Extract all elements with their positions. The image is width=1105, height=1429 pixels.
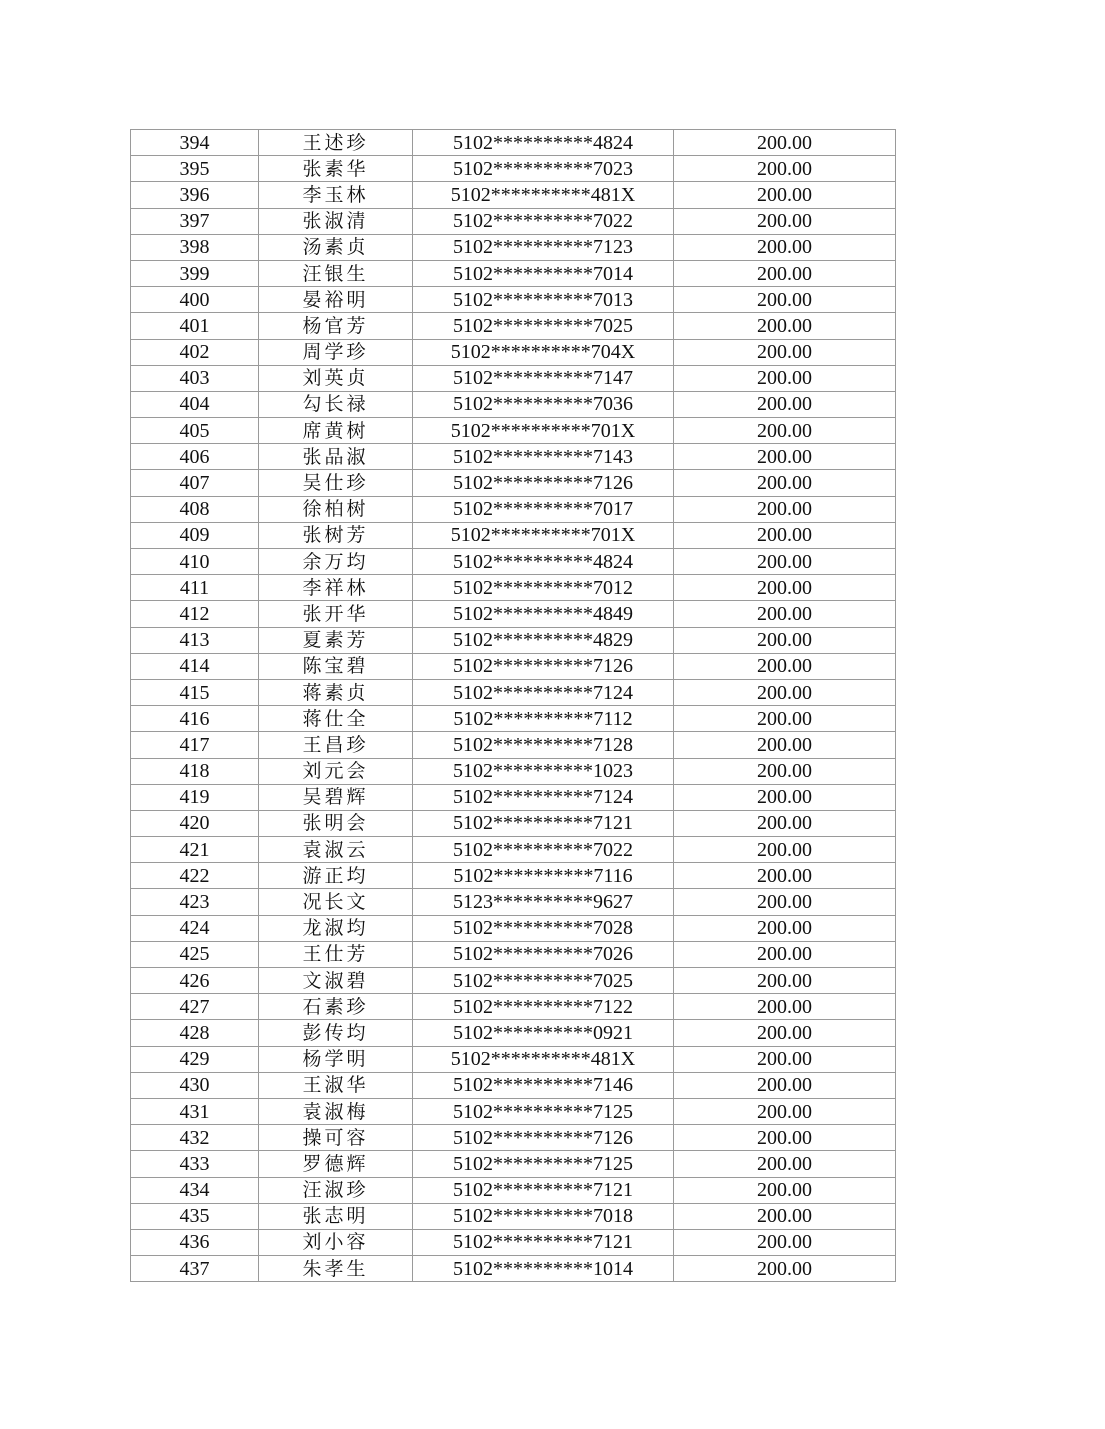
row-number-cell: 419	[131, 784, 259, 810]
person-name-cell: 张明会	[259, 810, 413, 836]
table-row	[131, 601, 896, 627]
id-number-cell: 5102**********4824	[413, 549, 674, 575]
table-row	[131, 653, 896, 679]
amount-cell: 200.00	[674, 260, 896, 286]
row-number-cell: 403	[131, 365, 259, 391]
row-number-cell: 423	[131, 889, 259, 915]
table-row	[131, 758, 896, 784]
table-row	[131, 732, 896, 758]
amount-cell: 200.00	[674, 522, 896, 548]
id-number-cell: 5102**********4829	[413, 627, 674, 653]
row-number-cell: 433	[131, 1151, 259, 1177]
table-row	[131, 313, 896, 339]
row-number-cell: 394	[131, 130, 259, 156]
amount-cell: 200.00	[674, 1229, 896, 1255]
id-number-cell: 5102**********701X	[413, 418, 674, 444]
row-number-cell: 407	[131, 470, 259, 496]
person-name-cell: 游正均	[259, 863, 413, 889]
id-number-cell: 5102**********7124	[413, 784, 674, 810]
table-row	[131, 496, 896, 522]
person-name-cell: 王述珍	[259, 130, 413, 156]
row-number-cell: 400	[131, 287, 259, 313]
roster-table-body	[131, 130, 896, 1282]
amount-cell: 200.00	[674, 549, 896, 575]
id-number-cell: 5102**********1023	[413, 758, 674, 784]
amount-cell: 200.00	[674, 915, 896, 941]
person-name-cell: 张淑清	[259, 208, 413, 234]
person-name-cell: 汤素贞	[259, 234, 413, 260]
id-number-cell: 5102**********481X	[413, 1046, 674, 1072]
table-row	[131, 339, 896, 365]
row-number-cell: 437	[131, 1256, 259, 1282]
table-row	[131, 549, 896, 575]
amount-cell: 200.00	[674, 837, 896, 863]
person-name-cell: 吴仕珍	[259, 470, 413, 496]
row-number-cell: 395	[131, 156, 259, 182]
amount-cell: 200.00	[674, 784, 896, 810]
amount-cell: 200.00	[674, 575, 896, 601]
table-row	[131, 994, 896, 1020]
amount-cell: 200.00	[674, 365, 896, 391]
amount-cell: 200.00	[674, 732, 896, 758]
person-name-cell: 李祥林	[259, 575, 413, 601]
id-number-cell: 5102**********7012	[413, 575, 674, 601]
table-row	[131, 1098, 896, 1124]
id-number-cell: 5102**********7022	[413, 837, 674, 863]
row-number-cell: 436	[131, 1229, 259, 1255]
person-name-cell: 勾长禄	[259, 391, 413, 417]
person-name-cell: 王仕芳	[259, 941, 413, 967]
id-number-cell: 5102**********7025	[413, 968, 674, 994]
row-number-cell: 414	[131, 653, 259, 679]
id-number-cell: 5102**********7026	[413, 941, 674, 967]
person-name-cell: 张开华	[259, 601, 413, 627]
amount-cell: 200.00	[674, 1177, 896, 1203]
table-row	[131, 182, 896, 208]
row-number-cell: 406	[131, 444, 259, 470]
table-row	[131, 1177, 896, 1203]
id-number-cell: 5102**********7125	[413, 1151, 674, 1177]
table-row	[131, 444, 896, 470]
person-name-cell: 况长文	[259, 889, 413, 915]
id-number-cell: 5102**********7123	[413, 234, 674, 260]
amount-cell: 200.00	[674, 1072, 896, 1098]
table-row	[131, 470, 896, 496]
id-number-cell: 5102**********481X	[413, 182, 674, 208]
amount-cell: 200.00	[674, 706, 896, 732]
row-number-cell: 424	[131, 915, 259, 941]
amount-cell: 200.00	[674, 968, 896, 994]
row-number-cell: 434	[131, 1177, 259, 1203]
amount-cell: 200.00	[674, 418, 896, 444]
person-name-cell: 蒋素贞	[259, 679, 413, 705]
id-number-cell: 5102**********7122	[413, 994, 674, 1020]
person-name-cell: 罗德辉	[259, 1151, 413, 1177]
row-number-cell: 431	[131, 1098, 259, 1124]
table-row	[131, 1256, 896, 1282]
id-number-cell: 5102**********704X	[413, 339, 674, 365]
row-number-cell: 415	[131, 679, 259, 705]
table-row	[131, 1125, 896, 1151]
person-name-cell: 汪银生	[259, 260, 413, 286]
amount-cell: 200.00	[674, 1151, 896, 1177]
person-name-cell: 彭传均	[259, 1020, 413, 1046]
id-number-cell: 5102**********7147	[413, 365, 674, 391]
amount-cell: 200.00	[674, 182, 896, 208]
table-row	[131, 627, 896, 653]
amount-cell: 200.00	[674, 863, 896, 889]
amount-cell: 200.00	[674, 679, 896, 705]
row-number-cell: 429	[131, 1046, 259, 1072]
amount-cell: 200.00	[674, 889, 896, 915]
id-number-cell: 5102**********7121	[413, 1177, 674, 1203]
id-number-cell: 5102**********7025	[413, 313, 674, 339]
id-number-cell: 5102**********7116	[413, 863, 674, 889]
id-number-cell: 5102**********7146	[413, 1072, 674, 1098]
table-row	[131, 941, 896, 967]
person-name-cell: 杨官芳	[259, 313, 413, 339]
row-number-cell: 426	[131, 968, 259, 994]
table-row	[131, 1020, 896, 1046]
row-number-cell: 402	[131, 339, 259, 365]
table-row	[131, 1151, 896, 1177]
table-row	[131, 130, 896, 156]
row-number-cell: 428	[131, 1020, 259, 1046]
table-row	[131, 418, 896, 444]
person-name-cell: 汪淑珍	[259, 1177, 413, 1203]
amount-cell: 200.00	[674, 444, 896, 470]
id-number-cell: 5102**********7143	[413, 444, 674, 470]
row-number-cell: 422	[131, 863, 259, 889]
row-number-cell: 427	[131, 994, 259, 1020]
id-number-cell: 5102**********7126	[413, 653, 674, 679]
id-number-cell: 5102**********7124	[413, 679, 674, 705]
table-row	[131, 391, 896, 417]
person-name-cell: 张素华	[259, 156, 413, 182]
table-row	[131, 679, 896, 705]
amount-cell: 200.00	[674, 1203, 896, 1229]
person-name-cell: 文淑碧	[259, 968, 413, 994]
row-number-cell: 404	[131, 391, 259, 417]
id-number-cell: 5102**********7126	[413, 470, 674, 496]
row-number-cell: 410	[131, 549, 259, 575]
id-number-cell: 5102**********7036	[413, 391, 674, 417]
person-name-cell: 刘元会	[259, 758, 413, 784]
person-name-cell: 席黄树	[259, 418, 413, 444]
id-number-cell: 5123**********9627	[413, 889, 674, 915]
table-row	[131, 234, 896, 260]
row-number-cell: 401	[131, 313, 259, 339]
person-name-cell: 徐柏树	[259, 496, 413, 522]
id-number-cell: 5102**********7018	[413, 1203, 674, 1229]
id-number-cell: 5102**********7121	[413, 1229, 674, 1255]
row-number-cell: 412	[131, 601, 259, 627]
table-row	[131, 889, 896, 915]
amount-cell: 200.00	[674, 391, 896, 417]
person-name-cell: 刘小容	[259, 1229, 413, 1255]
amount-cell: 200.00	[674, 496, 896, 522]
id-number-cell: 5102**********7013	[413, 287, 674, 313]
table-row	[131, 1229, 896, 1255]
id-number-cell: 5102**********7028	[413, 915, 674, 941]
person-name-cell: 刘英贞	[259, 365, 413, 391]
row-number-cell: 408	[131, 496, 259, 522]
person-name-cell: 袁淑云	[259, 837, 413, 863]
amount-cell: 200.00	[674, 810, 896, 836]
person-name-cell: 蒋仕全	[259, 706, 413, 732]
person-name-cell: 周学珍	[259, 339, 413, 365]
table-row	[131, 260, 896, 286]
id-number-cell: 5102**********7112	[413, 706, 674, 732]
table-row	[131, 1203, 896, 1229]
id-number-cell: 5102**********7017	[413, 496, 674, 522]
person-name-cell: 朱孝生	[259, 1256, 413, 1282]
id-number-cell: 5102**********7023	[413, 156, 674, 182]
person-name-cell: 张品淑	[259, 444, 413, 470]
table-row	[131, 208, 896, 234]
table-row	[131, 1046, 896, 1072]
id-number-cell: 5102**********7022	[413, 208, 674, 234]
amount-cell: 200.00	[674, 1256, 896, 1282]
id-number-cell: 5102**********7125	[413, 1098, 674, 1124]
row-number-cell: 396	[131, 182, 259, 208]
table-row	[131, 1072, 896, 1098]
person-name-cell: 李玉林	[259, 182, 413, 208]
id-number-cell: 5102**********4824	[413, 130, 674, 156]
person-name-cell: 袁淑梅	[259, 1098, 413, 1124]
id-number-cell: 5102**********4849	[413, 601, 674, 627]
amount-cell: 200.00	[674, 653, 896, 679]
id-number-cell: 5102**********7126	[413, 1125, 674, 1151]
amount-cell: 200.00	[674, 470, 896, 496]
row-number-cell: 397	[131, 208, 259, 234]
id-number-cell: 5102**********1014	[413, 1256, 674, 1282]
row-number-cell: 430	[131, 1072, 259, 1098]
row-number-cell: 432	[131, 1125, 259, 1151]
row-number-cell: 416	[131, 706, 259, 732]
amount-cell: 200.00	[674, 1098, 896, 1124]
row-number-cell: 425	[131, 941, 259, 967]
amount-cell: 200.00	[674, 627, 896, 653]
person-name-cell: 陈宝碧	[259, 653, 413, 679]
person-name-cell: 操可容	[259, 1125, 413, 1151]
table-row	[131, 915, 896, 941]
table-row	[131, 810, 896, 836]
amount-cell: 200.00	[674, 1046, 896, 1072]
table-row	[131, 156, 896, 182]
row-number-cell: 411	[131, 575, 259, 601]
amount-cell: 200.00	[674, 1020, 896, 1046]
amount-cell: 200.00	[674, 1125, 896, 1151]
person-name-cell: 夏素芳	[259, 627, 413, 653]
row-number-cell: 421	[131, 837, 259, 863]
table-row	[131, 837, 896, 863]
amount-cell: 200.00	[674, 208, 896, 234]
row-number-cell: 417	[131, 732, 259, 758]
amount-cell: 200.00	[674, 313, 896, 339]
row-number-cell: 399	[131, 260, 259, 286]
person-name-cell: 吴碧辉	[259, 784, 413, 810]
amount-cell: 200.00	[674, 234, 896, 260]
person-name-cell: 余万均	[259, 549, 413, 575]
table-row	[131, 968, 896, 994]
row-number-cell: 420	[131, 810, 259, 836]
amount-cell: 200.00	[674, 941, 896, 967]
subsidy-roster-table	[130, 129, 896, 1282]
table-row	[131, 784, 896, 810]
table-row	[131, 863, 896, 889]
amount-cell: 200.00	[674, 130, 896, 156]
person-name-cell: 晏裕明	[259, 287, 413, 313]
table-row	[131, 706, 896, 732]
row-number-cell: 398	[131, 234, 259, 260]
amount-cell: 200.00	[674, 287, 896, 313]
row-number-cell: 418	[131, 758, 259, 784]
amount-cell: 200.00	[674, 601, 896, 627]
table-row	[131, 575, 896, 601]
table-row	[131, 522, 896, 548]
row-number-cell: 413	[131, 627, 259, 653]
person-name-cell: 王昌珍	[259, 732, 413, 758]
row-number-cell: 435	[131, 1203, 259, 1229]
table-row	[131, 365, 896, 391]
person-name-cell: 王淑华	[259, 1072, 413, 1098]
id-number-cell: 5102**********7128	[413, 732, 674, 758]
person-name-cell: 龙淑均	[259, 915, 413, 941]
person-name-cell: 张志明	[259, 1203, 413, 1229]
id-number-cell: 5102**********0921	[413, 1020, 674, 1046]
table-row	[131, 287, 896, 313]
person-name-cell: 张树芳	[259, 522, 413, 548]
amount-cell: 200.00	[674, 994, 896, 1020]
amount-cell: 200.00	[674, 758, 896, 784]
amount-cell: 200.00	[674, 156, 896, 182]
id-number-cell: 5102**********7121	[413, 810, 674, 836]
id-number-cell: 5102**********7014	[413, 260, 674, 286]
row-number-cell: 405	[131, 418, 259, 444]
row-number-cell: 409	[131, 522, 259, 548]
person-name-cell: 杨学明	[259, 1046, 413, 1072]
person-name-cell: 石素珍	[259, 994, 413, 1020]
amount-cell: 200.00	[674, 339, 896, 365]
id-number-cell: 5102**********701X	[413, 522, 674, 548]
